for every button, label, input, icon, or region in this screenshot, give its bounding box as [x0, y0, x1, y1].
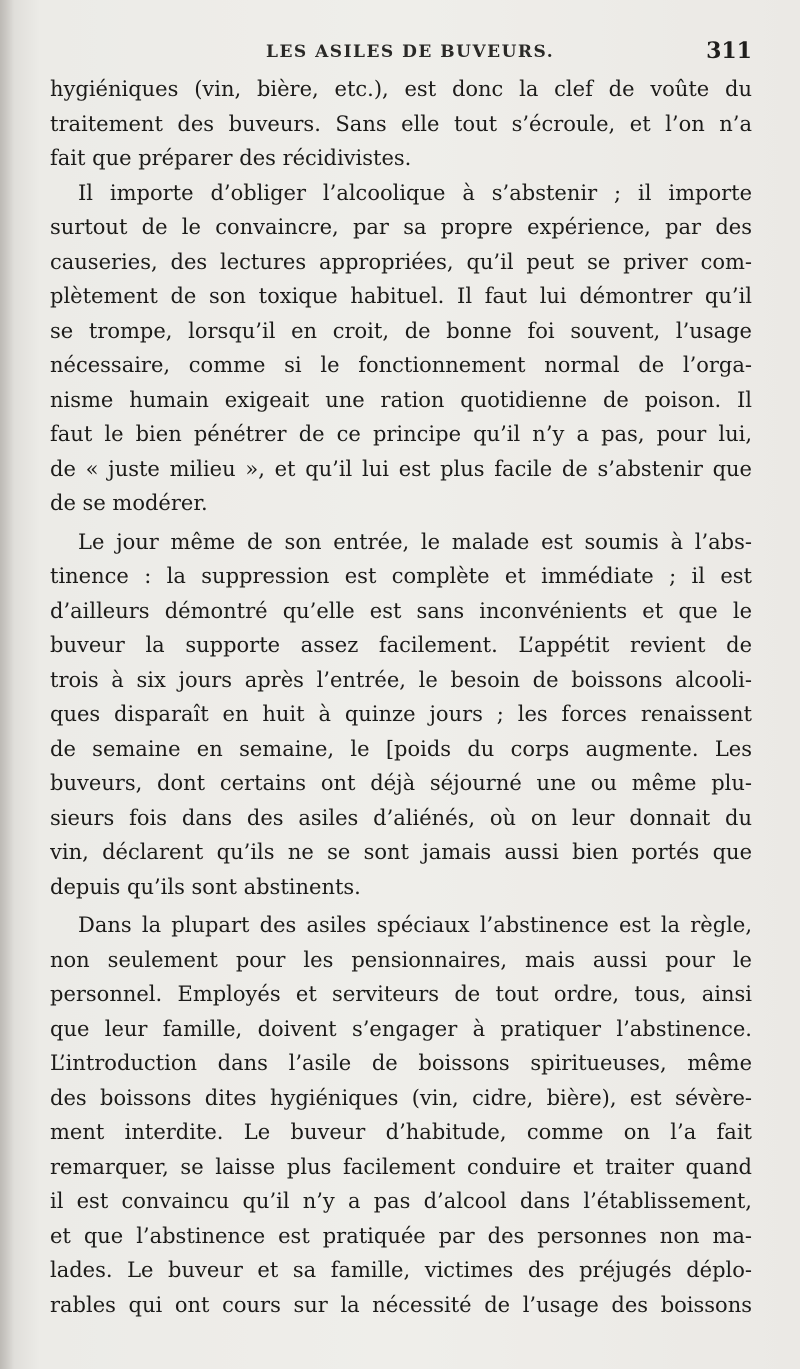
text-line: et que l’abstinence est pratiquée par des personnes non ma-	[50, 1223, 752, 1248]
text-line: surtout de le convaincre, par sa propre expérience, par des	[50, 215, 752, 239]
text-line: que leur famille, doivent s’engager à pratiquer l’abstinence.	[50, 1016, 752, 1041]
text-line: sieurs fois dans des asiles d’aliénés, où on leur donnait du	[50, 805, 752, 830]
text-line: L’introduction dans l’asile de boissons spiritueuses, même	[50, 1051, 752, 1075]
text-line: Il importe d’obliger l’alcoolique à s’abstenir ; il importe	[78, 180, 752, 205]
text-line: buveurs, dont certains ont déjà séjourné une ou même plu-	[50, 771, 752, 795]
text-line: remarquer, se laisse plus facilement conduire et traiter quand	[50, 1154, 752, 1179]
text-line: de « juste milieu », et qu’il lui est plus facile de s’abstenir que	[50, 456, 752, 481]
paragraph	[50, 908, 752, 1322]
text-line: rables qui ont cours sur la nécessité de l’usage des boissons	[50, 1292, 752, 1317]
text-line: fait que préparer des récidivistes.	[50, 146, 412, 170]
text-line: il est convaincu qu’il n’y a pas d’alcool dans l’établissement,	[50, 1189, 752, 1213]
text-line: de semaine en semaine, le [poids du corps augmente. Les	[50, 736, 752, 761]
text-line: des boissons dites hygiéniques (vin, cidre, bière), est sévère-	[50, 1085, 752, 1110]
paragraph	[50, 72, 752, 176]
text-line: Dans la plupart des asiles spéciaux l’abstinence est la règle,	[78, 913, 752, 937]
running-title: LES ASILES DE BUVEURS.	[266, 42, 555, 62]
text-line: personnel. Employés et serviteurs de tout ordre, tous, ainsi	[50, 982, 752, 1006]
text-line: trois à six jours après l’entrée, le besoin de boissons alcooli-	[50, 667, 752, 692]
text-line: ques disparaît en huit à quinze jours ; les forces renaissent	[50, 702, 752, 726]
page-gutter-shadow	[0, 0, 14, 1369]
text-line: faut le bien pénétrer de ce principe qu’il n’y a pas, pour lui,	[50, 422, 752, 446]
text-line: nisme humain exigeait une ration quotidienne de poison. Il	[50, 387, 752, 412]
text-line: causeries, des lectures appropriées, qu’il peut se priver com-	[50, 249, 752, 274]
paragraph	[50, 176, 752, 521]
page-number: 311	[706, 38, 752, 64]
text-line: se trompe, lorsqu’il en croit, de bonne foi souvent, l’usage	[50, 318, 752, 343]
text-line: tinence : la suppression est complète et immédiate ; il est	[50, 564, 752, 588]
text-line: hygiéniques (vin, bière, etc.), est donc la clef de voûte du	[50, 77, 752, 101]
text-line: non seulement pour les pensionnaires, mais aussi pour le	[50, 947, 752, 972]
text-line: d’ailleurs démontré qu’elle est sans inconvénients et que le	[50, 598, 752, 623]
text-line: Le jour même de son entrée, le malade est soumis à l’abs-	[78, 529, 752, 554]
text-line: traitement des buveurs. Sans elle tout s’écroule, et l’on n’a	[50, 111, 752, 136]
page-header	[50, 38, 752, 72]
text-line: ment interdite. Le buveur d’habitude, comme on l’a fait	[50, 1120, 752, 1144]
text-line: depuis qu’ils sont abstinents.	[50, 874, 361, 899]
body-text	[50, 72, 752, 1322]
paragraph	[50, 525, 752, 905]
text-line: plètement de son toxique habituel. Il faut lui démontrer qu’il	[50, 284, 752, 308]
text-line: buveur la supporte assez facilement. L’appétit revient de	[50, 633, 752, 657]
text-line: de se modérer.	[50, 491, 208, 515]
text-line: lades. Le buveur et sa famille, victimes des préjugés déplo-	[50, 1258, 752, 1282]
text-line: vin, déclarent qu’ils ne se sont jamais aussi bien portés que	[50, 840, 752, 864]
text-line: nécessaire, comme si le fonctionnement normal de l’orga-	[50, 353, 752, 377]
